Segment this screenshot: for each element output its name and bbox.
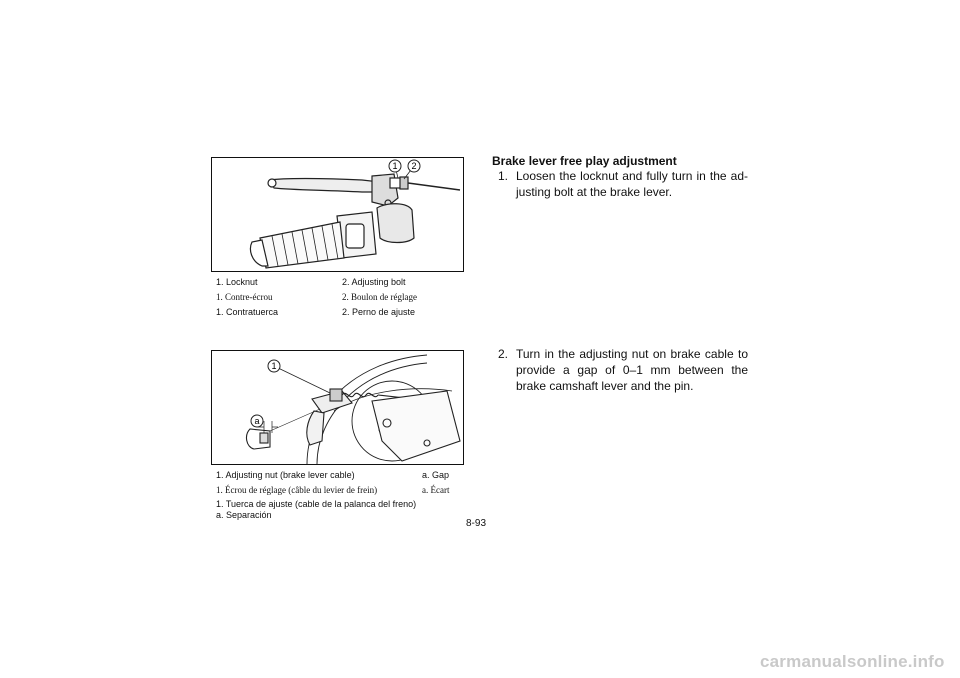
caption2-fr-a: a. Écart [422, 485, 450, 495]
step-2-number: 2. [498, 347, 509, 361]
caption2-en-a: a. Gap [422, 470, 450, 480]
caption2-es-1: 1. Tuerca de ajuste (cable de la palanca del freno) [216, 499, 417, 509]
callout-a [251, 415, 263, 427]
caption2-fr-1: 1. Écrou de réglage (câble du levier de frein) [216, 485, 378, 495]
step-2-text: Turn in the adjusting nut on brake cable to provide a gap of 0–1 mm between the brake camshaft lever and the pin. [516, 347, 748, 393]
caption-en-1: 1. Locknut [216, 277, 258, 287]
caption-fr-1: 1. Contre-écrou [216, 292, 273, 302]
callout-1-label: 1 [271, 361, 277, 371]
page-number: 8-93 [466, 518, 487, 529]
brake-lever-illustration [212, 158, 463, 271]
adjusting-nut-illustration [212, 351, 463, 464]
callout-1 [268, 360, 280, 372]
caption2-en-1: 1. Adjusting nut (brake lever cable) [216, 470, 355, 480]
callout-1-label: 1 [392, 161, 398, 171]
figure-brake-lever [211, 157, 464, 272]
figure-brake-adjusting-nut [211, 350, 464, 465]
callout-2 [408, 160, 420, 172]
caption-en-2: 2. Adjusting bolt [342, 277, 406, 287]
callout-a-label: a [254, 416, 260, 426]
caption-es-1: 1. Contratuerca [216, 307, 279, 317]
watermark[interactable]: carmanualsonline.info [760, 652, 945, 671]
caption-fr-2: 2. Boulon de réglage [342, 292, 417, 302]
callout-2-label: 2 [411, 161, 417, 171]
step-1-number: 1. [498, 169, 509, 183]
caption-es-2: 2. Perno de ajuste [342, 307, 416, 317]
callout-1 [389, 160, 401, 172]
step-1-text: Loosen the locknut and fully turn in the ad-justing bolt at the brake lever. [516, 169, 748, 199]
section-heading: Brake lever free play adjustment [492, 154, 677, 168]
caption2-es-a: a. Separación [216, 510, 272, 520]
